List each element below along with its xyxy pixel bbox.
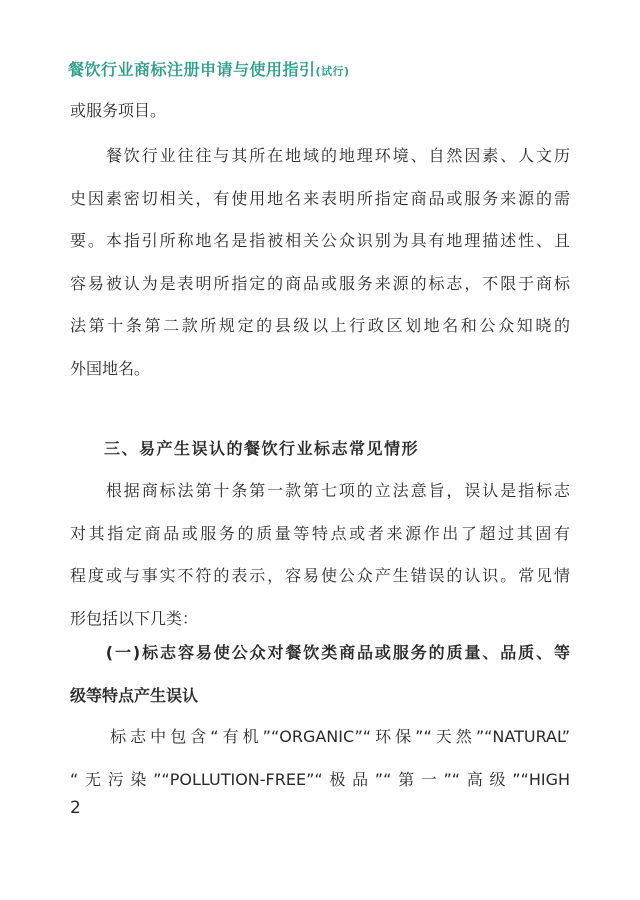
header-title-suffix: (试行) [315,65,350,78]
text-line: 形包括以下几类： [70,608,199,628]
paragraph-misidentification [70,481,570,651]
subheading-line: (一)标志容易使公众对餐饮类商品或服务的质量、品质、等 [70,643,570,662]
text-line: 程度或与事实不符的表示，容易使公众产生错误的认识。常见情 [70,566,570,585]
section-heading: 三、易产生误认的餐饮行业标志常见情形 [104,439,420,458]
text-line: 根据商标法第十条第一款第七项的立法意旨，误认是指标志 [70,481,570,500]
text-line: 法第十条第二款所规定的县级以上行政区划地名和公众知晓的 [70,316,570,335]
subsection-heading [70,640,570,725]
text-line: “无污染”“POLLUTION-FREE”“极品”“第一”“高级”“HIGH [70,769,570,789]
paragraph-examples [70,727,570,812]
text-line: 史因素密切相关，有使用地名来表明所指定商品或服务来源的需 [70,188,570,208]
paragraph-place-names [70,146,570,401]
text-line: 要。本指引所称地名是指被相关公众识别为具有地理描述性、且 [70,231,570,250]
text-line: 标志中包含“有机”“ORGANIC”“环保”“天然”“NATURAL” [70,727,570,746]
text-line: 容易被认为是表明所指定的商品或服务来源的标志，不限于商标 [70,273,570,293]
text-line: 餐饮行业往往与其所在地域的地理环境、自然因素、人文历 [70,146,570,165]
running-header-title [68,57,350,80]
text-line: 外国地名。 [70,358,151,378]
text-line: 对其指定商品或服务的质量等特点或者来源作出了超过其固有 [70,523,570,543]
page-number: 2 [70,798,81,818]
subheading-line: 级等特点产生误认 [70,685,199,705]
paragraph-continuation [70,101,570,144]
text-line: 或服务项目。 [70,101,167,120]
header-title-text: 餐饮行业商标注册申请与使用指引 [68,60,316,79]
